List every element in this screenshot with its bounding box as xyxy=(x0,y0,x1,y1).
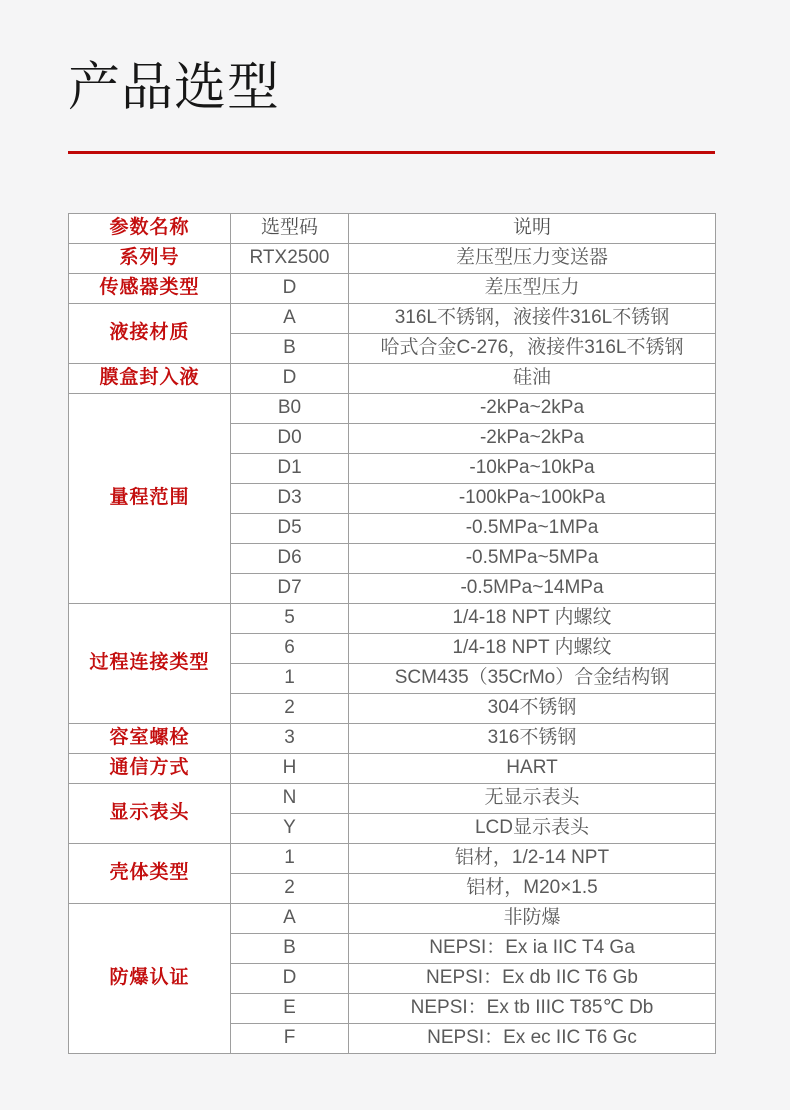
desc-cell: -0.5MPa~5MPa xyxy=(349,544,716,574)
code-cell: B xyxy=(231,934,349,964)
desc-cell: -0.5MPa~1MPa xyxy=(349,514,716,544)
param-name-cell: 过程连接类型 xyxy=(69,604,231,724)
code-cell: D xyxy=(231,964,349,994)
desc-cell: HART xyxy=(349,754,716,784)
code-cell: 6 xyxy=(231,634,349,664)
table-row xyxy=(69,394,716,424)
header-description: 说明 xyxy=(349,214,716,244)
table-row xyxy=(69,784,716,814)
desc-cell: -2kPa~2kPa xyxy=(349,394,716,424)
param-name-cell: 传感器类型 xyxy=(69,274,231,304)
param-name-cell: 显示表头 xyxy=(69,784,231,844)
desc-cell: 差压型压力变送器 xyxy=(349,244,716,274)
desc-cell: -100kPa~100kPa xyxy=(349,484,716,514)
desc-cell: NEPSI：Ex ia IIC T4 Ga xyxy=(349,934,716,964)
header-param-name: 参数名称 xyxy=(69,214,231,244)
desc-cell: -10kPa~10kPa xyxy=(349,454,716,484)
table-row xyxy=(69,844,716,874)
param-name-cell: 系列号 xyxy=(69,244,231,274)
param-name-cell: 量程范围 xyxy=(69,394,231,604)
code-cell: B0 xyxy=(231,394,349,424)
code-cell: D5 xyxy=(231,514,349,544)
desc-cell: -2kPa~2kPa xyxy=(349,424,716,454)
desc-cell: NEPSI：Ex db IIC T6 Gb xyxy=(349,964,716,994)
desc-cell: NEPSI：Ex ec IIC T6 Gc xyxy=(349,1024,716,1054)
param-name-cell: 液接材质 xyxy=(69,304,231,364)
desc-cell: 304不锈钢 xyxy=(349,694,716,724)
table-row xyxy=(69,604,716,634)
product-selection-table xyxy=(68,213,716,1054)
selection-table-body xyxy=(69,244,716,1054)
desc-cell: 316L不锈钢，液接件316L不锈钢 xyxy=(349,304,716,334)
code-cell: 1 xyxy=(231,844,349,874)
desc-cell: 哈式合金C-276，液接件316L不锈钢 xyxy=(349,334,716,364)
param-name-cell: 膜盒封入液 xyxy=(69,364,231,394)
code-cell: D3 xyxy=(231,484,349,514)
table-header-row xyxy=(69,214,716,244)
code-cell: D xyxy=(231,274,349,304)
table-row xyxy=(69,244,716,274)
table-row xyxy=(69,754,716,784)
code-cell: H xyxy=(231,754,349,784)
desc-cell: 硅油 xyxy=(349,364,716,394)
desc-cell: 316不锈钢 xyxy=(349,724,716,754)
code-cell: 3 xyxy=(231,724,349,754)
code-cell: A xyxy=(231,904,349,934)
desc-cell: SCM435（35CrMo）合金结构钢 xyxy=(349,664,716,694)
code-cell: 2 xyxy=(231,694,349,724)
desc-cell: 铝材，1/2-14 NPT xyxy=(349,844,716,874)
table-row xyxy=(69,364,716,394)
desc-cell: NEPSI：Ex tb IIIC T85℃ Db xyxy=(349,994,716,1024)
code-cell: D0 xyxy=(231,424,349,454)
desc-cell: 1/4-18 NPT 内螺纹 xyxy=(349,634,716,664)
code-cell: 1 xyxy=(231,664,349,694)
title-divider xyxy=(68,151,715,154)
desc-cell: LCD显示表头 xyxy=(349,814,716,844)
code-cell: E xyxy=(231,994,349,1024)
desc-cell: 无显示表头 xyxy=(349,784,716,814)
param-name-cell: 容室螺栓 xyxy=(69,724,231,754)
code-cell: 2 xyxy=(231,874,349,904)
code-cell: D xyxy=(231,364,349,394)
code-cell: D6 xyxy=(231,544,349,574)
table-row xyxy=(69,274,716,304)
desc-cell: 1/4-18 NPT 内螺纹 xyxy=(349,604,716,634)
code-cell: 5 xyxy=(231,604,349,634)
code-cell: Y xyxy=(231,814,349,844)
param-name-cell: 防爆认证 xyxy=(69,904,231,1054)
desc-cell: -0.5MPa~14MPa xyxy=(349,574,716,604)
desc-cell: 非防爆 xyxy=(349,904,716,934)
code-cell: B xyxy=(231,334,349,364)
desc-cell: 铝材，M20×1.5 xyxy=(349,874,716,904)
code-cell: A xyxy=(231,304,349,334)
param-name-cell: 壳体类型 xyxy=(69,844,231,904)
table-row xyxy=(69,304,716,334)
desc-cell: 差压型压力 xyxy=(349,274,716,304)
code-cell: D7 xyxy=(231,574,349,604)
code-cell: RTX2500 xyxy=(231,244,349,274)
page-title: 产品选型 xyxy=(68,59,281,117)
table-row xyxy=(69,724,716,754)
code-cell: F xyxy=(231,1024,349,1054)
header-selection-code: 选型码 xyxy=(231,214,349,244)
param-name-cell: 通信方式 xyxy=(69,754,231,784)
table-row xyxy=(69,904,716,934)
code-cell: N xyxy=(231,784,349,814)
code-cell: D1 xyxy=(231,454,349,484)
